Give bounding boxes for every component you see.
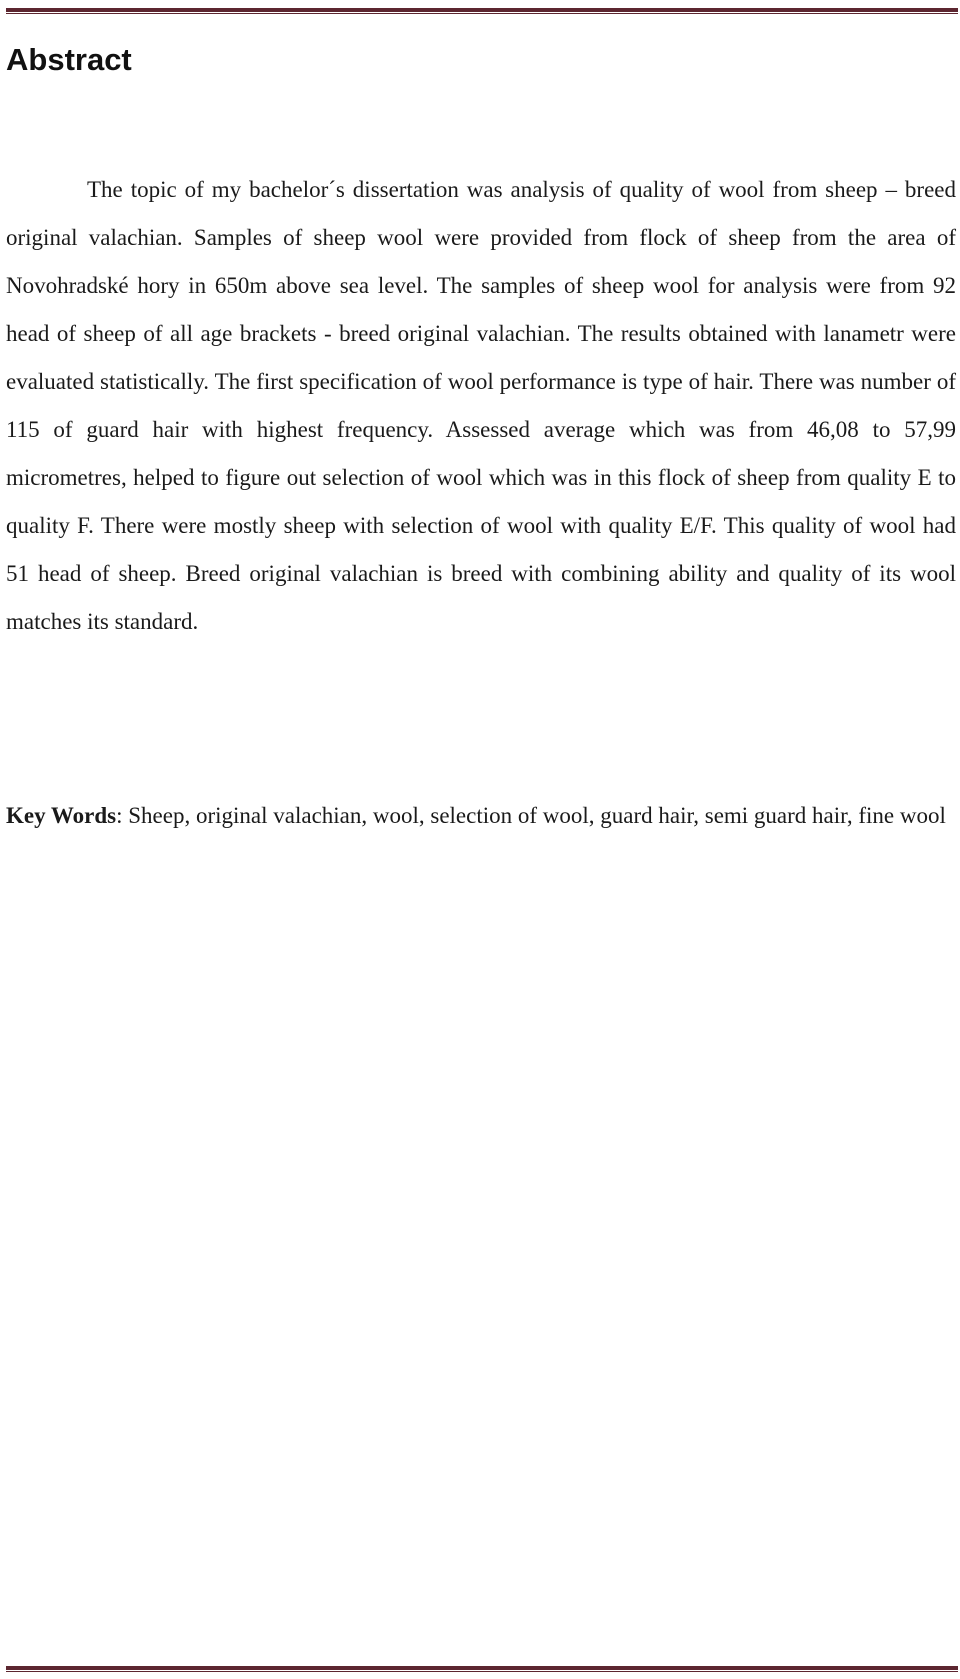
keywords-text: Sheep, original valachian, wool, selection of wool, guard hair, semi guard hair, fine wool [128, 803, 946, 828]
abstract-heading: Abstract [6, 42, 132, 77]
bottom-border-rule [6, 1666, 958, 1670]
abstract-body-paragraph: The topic of my bachelor´s dissertation was analysis of quality of wool from sheep – breed original valachian. Samples of sheep wool were provided from flock of sheep from the area of Novohradské hory in 650m above sea level. The samples of sheep wool for analysis were from 92 head of sheep of all age brackets - breed original valachian. The results obtained with lanametr were evaluated statistically. The first specification of wool performance is type of hair. There was number of 115 of guard hair with highest frequency. Assessed average which was from 46,08 to 57,99 micrometres, helped to figure out selection of wool which was in this flock of sheep from quality E to quality F. There were mostly sheep with selection of wool with quality E/F. This quality of wool had 51 head of sheep. Breed original valachian is breed with combining ability and quality of its wool matches its standard. [6, 177, 956, 634]
keywords-separator: : [116, 803, 129, 828]
keywords-paragraph [6, 792, 956, 840]
top-border-rule [6, 8, 958, 12]
keywords-label: Key Words [6, 803, 117, 828]
